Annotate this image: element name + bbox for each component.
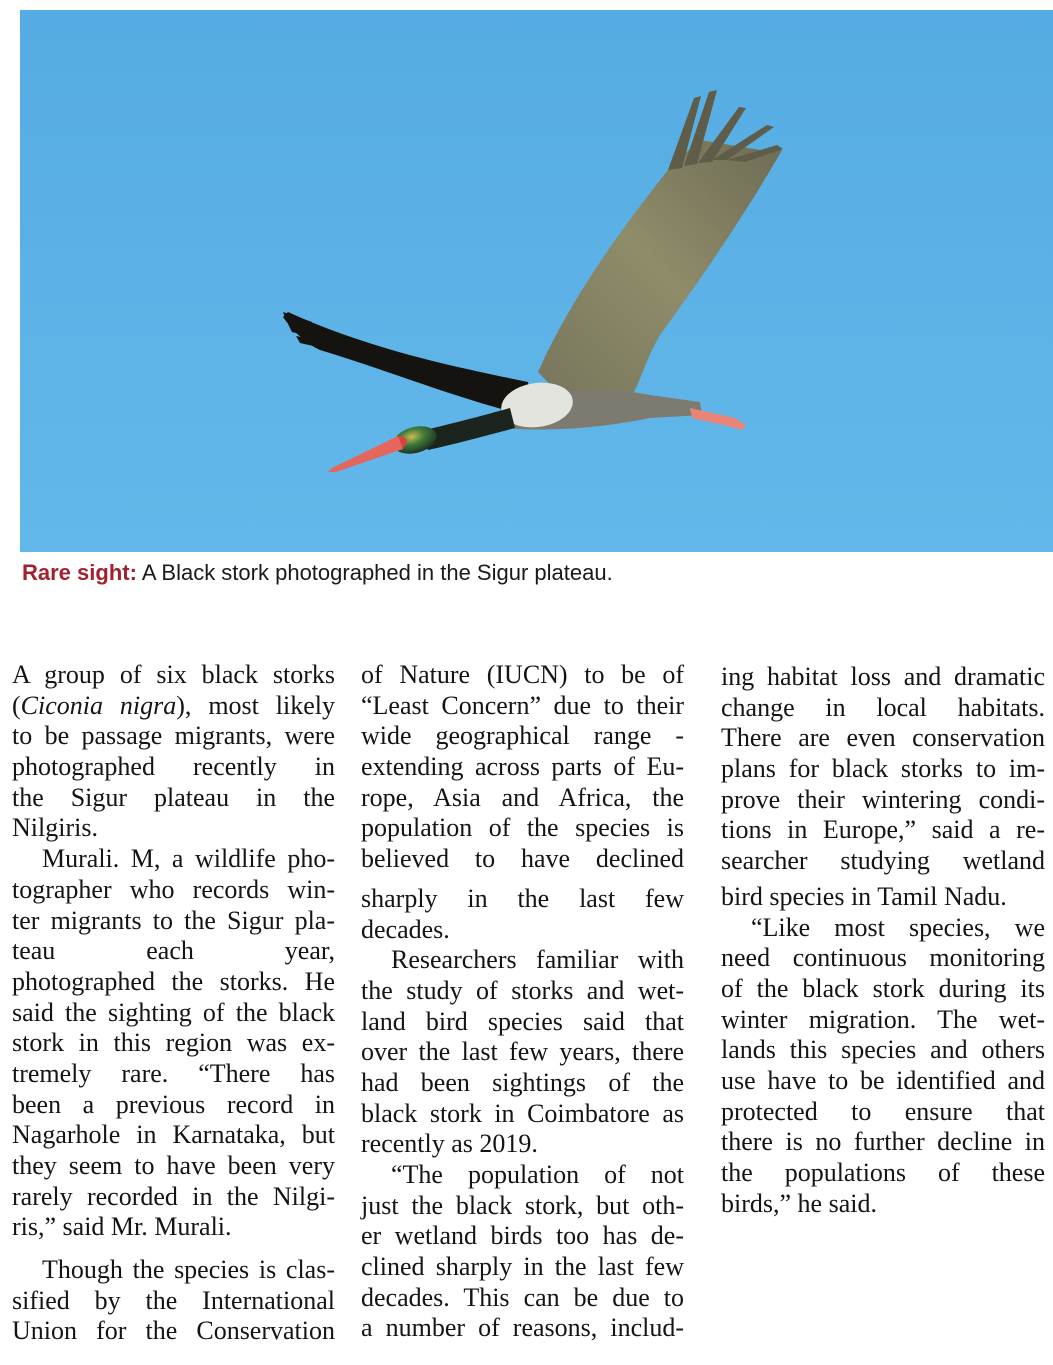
text-line: stork in this region was ex- [12, 1028, 335, 1058]
text-line: had been sightings of the [361, 1067, 684, 1097]
text-line: lands this species and others [721, 1035, 1045, 1065]
text-line: tremely rare. “There has [12, 1058, 335, 1088]
article-column-1 [12, 660, 335, 1347]
text-run: ( [12, 690, 21, 720]
text-line: “The population of not [391, 1160, 684, 1189]
text-line: been a previous record in [12, 1089, 335, 1119]
text-line: teau each year, [12, 936, 335, 966]
text-line: tions in Europe,” said a re- [721, 815, 1045, 845]
text-line: rope, Asia and Africa, the [361, 782, 684, 812]
text-line: rarely recorded in the Nilgi- [12, 1181, 335, 1211]
text-line: protected to ensure that [721, 1096, 1045, 1126]
text-line: population of the species is [361, 813, 684, 843]
text-line: of the black stork during its [721, 973, 1045, 1003]
text-line: prove their wintering condi- [721, 784, 1045, 814]
text-line: Union for the Conservation [12, 1316, 335, 1346]
text-line: recently as 2019. [361, 1129, 538, 1159]
text-line: the study of storks and wet- [361, 975, 684, 1005]
stork-photo [20, 10, 1053, 552]
text-line: tographer who records win- [12, 874, 335, 904]
caption-text: A Black stork photographed in the Sigur plateau. [141, 560, 613, 585]
text-line: sified by the International [12, 1285, 335, 1315]
text-line [12, 691, 335, 722]
text-line: searcher studying wetland [721, 846, 1045, 876]
text-line: Though the species is clas- [42, 1255, 335, 1285]
text-line: “Like most species, we [751, 912, 1045, 942]
article-column-3 [721, 662, 1045, 1219]
text-line: of Nature (IUCN) to be of [361, 660, 684, 689]
text-line: decades. This can be due to [361, 1282, 684, 1312]
sky-background [20, 10, 1053, 552]
text-line: photographed the storks. He [12, 966, 335, 996]
text-line: decades. [361, 914, 450, 944]
text-line: Nilgiris. [12, 813, 98, 843]
text-line: sharply in the last few [361, 883, 684, 913]
text-line: clined sharply in the last few [361, 1252, 684, 1282]
text-line: plans for black storks to im- [721, 754, 1045, 784]
text-line: land bird species said that [361, 1006, 684, 1036]
text-run: ), most likely [176, 690, 335, 720]
text-line: “Least Concern” due to their [361, 690, 684, 720]
text-line: birds,” he said. [721, 1188, 877, 1218]
text-line: said the sighting of the black [12, 997, 335, 1027]
text-line: extending across parts of Eu- [361, 752, 684, 782]
text-line: ing habitat loss and dramatic [721, 662, 1045, 691]
text-line: just the black stork, but oth- [361, 1190, 684, 1220]
species-name: Ciconia nigra [20, 690, 177, 720]
text-line: believed to have declined [361, 844, 684, 874]
text-line: Nagarhole in Karnataka, but [12, 1120, 335, 1150]
text-line: the Sigur plateau in the [12, 782, 335, 812]
text-line: ris,” said Mr. Murali. [12, 1212, 232, 1242]
text-line: wide geographical range - [361, 721, 684, 751]
text-line: over the last few years, there [361, 1037, 684, 1067]
text-line: winter migration. The wet- [721, 1004, 1045, 1034]
text-line: use have to be identified and [721, 1065, 1045, 1095]
text-line: to be passage migrants, were [12, 721, 335, 751]
caption-label: Rare sight: [22, 560, 137, 585]
text-line: Murali. M, a wildlife pho- [42, 844, 335, 874]
text-line: A group of six black storks [12, 660, 335, 689]
text-line: er wetland birds too has de- [361, 1221, 684, 1251]
text-line: a number of reasons, includ- [361, 1313, 684, 1343]
text-line: ter migrants to the Sigur pla- [12, 905, 335, 935]
text-line: there is no further decline in [721, 1127, 1045, 1157]
text-line: Researchers familiar with [391, 945, 684, 975]
text-line: need continuous monitoring [721, 943, 1045, 973]
text-line: photographed recently in [12, 752, 335, 782]
photo-caption [22, 560, 613, 586]
text-line: There are even conservation [721, 723, 1045, 753]
text-line: black stork in Coimbatore as [361, 1098, 684, 1128]
text-line: bird species in Tamil Nadu. [721, 881, 1007, 911]
text-line: the populations of these [721, 1158, 1045, 1187]
text-line: change in local habitats. [721, 692, 1045, 722]
text-line: they seem to have been very [12, 1151, 335, 1180]
article-column-2 [361, 660, 684, 1344]
